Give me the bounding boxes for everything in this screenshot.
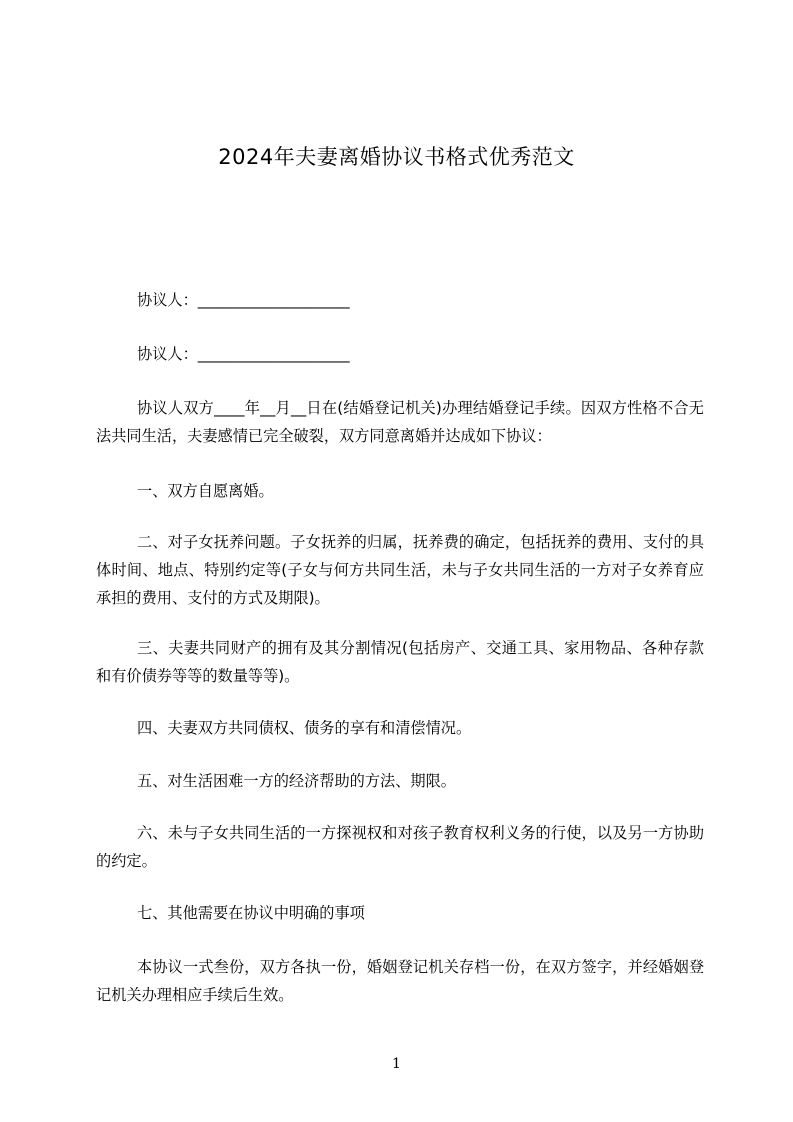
clause-4: 四、夫妻双方共同债权、债务的享有和清偿情况。 xyxy=(137,719,472,737)
party-line-1: 协议人：____________________ xyxy=(137,291,350,309)
clause-3: 三、夫妻共同财产的拥有及其分割情况(包括房产、交通工具、家用物品、各种存款和有价债券等等的数量等等)。 xyxy=(96,639,704,685)
intro-paragraph: 协议人双方____年__月__日在(结婚登记机关)办理结婚登记手续。因双方性格不合无法共同生活，夫妻感情已完全破裂，双方同意离婚并达成如下协议： xyxy=(96,399,704,445)
clause-2: 二、对子女抚养问题。子女抚养的归属，抚养费的确定，包括抚养的费用、支付的具体时间、地点、特别约定等(子女与何方共同生活，未与子女共同生活的一方对子女养育应承担的费用、支付的方式及期限)。 xyxy=(96,533,704,607)
clause-7: 七、其他需要在协议中明确的事项 xyxy=(137,904,365,922)
party-line-2: 协议人：____________________ xyxy=(137,345,350,363)
clause-5: 五、对生活困难一方的经济帮助的方法、期限。 xyxy=(137,772,456,790)
document-title: 2024年夫妻离婚协议书格式优秀范文 xyxy=(218,145,575,169)
page-number: 1 xyxy=(392,1056,401,1072)
clause-6: 六、未与子女共同生活的一方探视权和对孩子教育权利义务的行使，以及另一方协助的约定。 xyxy=(96,824,704,870)
clause-1: 一、双方自愿离婚。 xyxy=(137,482,274,500)
closing-paragraph: 本协议一式叁份，双方各执一份，婚姻登记机关存档一份，在双方签字，并经婚姻登记机关办理相应手续后生效。 xyxy=(96,958,704,1004)
